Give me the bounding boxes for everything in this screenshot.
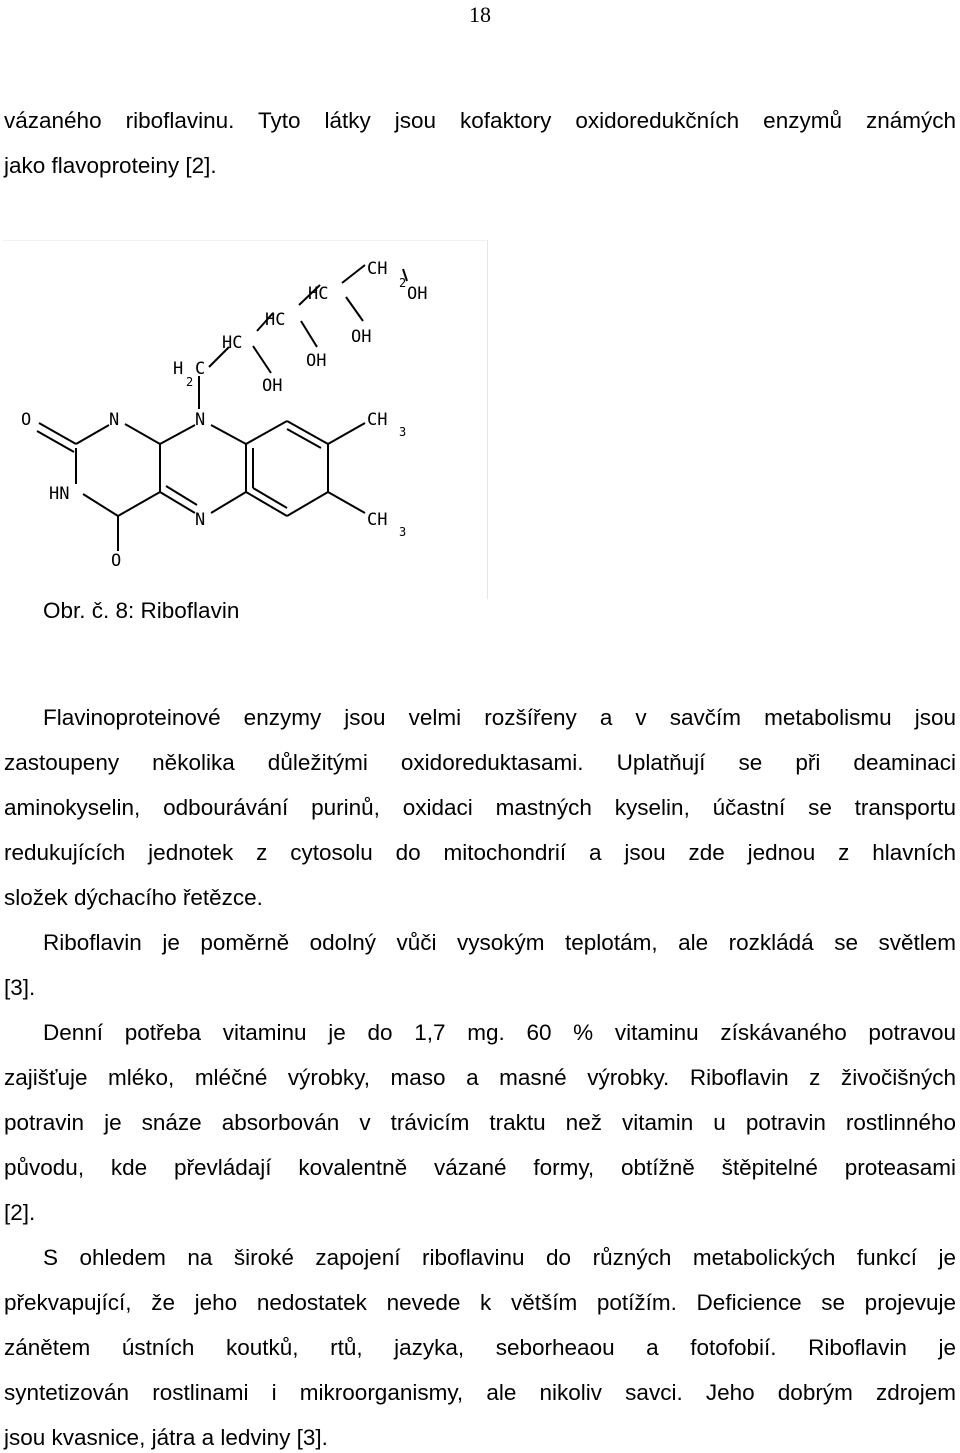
bond: [342, 265, 365, 283]
atom-h2c-c: C: [195, 359, 206, 379]
atom-oh-1: OH: [351, 327, 372, 347]
bond: [37, 431, 74, 452]
p4-line-5: jsou kvasnice, játra a ledviny [3].: [4, 1425, 328, 1450]
bond: [211, 492, 246, 513]
page-number: 18: [469, 2, 491, 27]
atom-hc-1: HC: [308, 284, 329, 304]
p1-line-2: zastoupeny několika důležitými oxidoreduktasami. Uplatňují se při deaminaci: [4, 750, 956, 775]
bond: [83, 494, 118, 516]
p4-line-2: překvapující, že jeho nedostatek nevede k větším potížím. Deficience se projevuje: [4, 1290, 956, 1315]
p4-line-1: S ohledem na široké zapojení riboflavinu do různých metabolických funkcí je: [43, 1245, 956, 1270]
p4-line-4: syntetizován rostlinami i mikroorganismy, ale nikoliv savci. Jeho dobrým zdrojem: [4, 1380, 956, 1405]
atom-oh-2: OH: [306, 351, 327, 371]
bond: [125, 424, 160, 444]
atom-ch2-top-sub: 2: [399, 276, 407, 290]
p1-line-5: složek dýchacího řetězce.: [4, 885, 263, 910]
atom-hc-2: HC: [265, 310, 286, 330]
atom-o-2: O: [111, 551, 122, 571]
bond: [166, 486, 197, 505]
bond: [328, 492, 365, 513]
atom-ch3-b-sub: 3: [399, 525, 407, 539]
atom-h2c-sub: 2: [186, 375, 194, 389]
bond: [211, 425, 246, 444]
atom-hc-3: HC: [222, 333, 243, 353]
bond: [246, 421, 287, 444]
bond: [118, 492, 160, 516]
intro-line-2: jako flavoproteiny [2].: [4, 153, 217, 178]
bond: [39, 423, 76, 444]
atom-ch2-top: CH: [367, 259, 388, 279]
p2-line-1: Riboflavin je poměrně odolný vůči vysokým teplotám, ale rozkládá se světlem: [43, 930, 956, 955]
figure-caption: Obr. č. 8: Riboflavin: [43, 598, 240, 623]
p1-line-3: aminokyselin, odbourávání purinů, oxidaci mastných kyselin, účastní se transportu: [4, 795, 956, 820]
bond: [287, 429, 321, 448]
atom-ch3-b: CH: [367, 510, 388, 530]
atom-ch3-a: CH: [367, 410, 388, 430]
atom-n-2: N: [195, 410, 206, 430]
bond: [301, 321, 317, 347]
atom-n-3: N: [195, 510, 206, 530]
p3-line-3: potravin je snáze absorbován v trávicím traktu než vitamin u potravin rostlinného: [4, 1110, 956, 1135]
atom-hn: HN: [49, 484, 70, 504]
bond: [160, 425, 195, 444]
p4-line-3: zánětem ústních koutků, rtů, jazyka, seborheaou a fotofobií. Riboflavin je: [4, 1335, 956, 1360]
p1-line-1: Flavinoproteinové enzymy jsou velmi rozšířeny a v savčím metabolismu jsou: [43, 705, 956, 730]
p3-line-5: [2].: [4, 1200, 36, 1225]
p3-line-2: zajišťuje mléko, mléčné výrobky, maso a masné výrobky. Riboflavin z živočišných: [4, 1065, 956, 1090]
atom-ch3-a-sub: 3: [399, 425, 407, 439]
p1-line-4: redukujících jednotek z cytosolu do mitochondrií a jsou zde jednou z hlavních: [4, 840, 956, 865]
p3-line-4: původu, kde převládají kovalentně vázané formy, obtížně štěpitelné proteasami: [4, 1155, 956, 1180]
intro-line-1: vázaného riboflavinu. Tyto látky jsou kofaktory oxidoredukčních enzymů známých: [4, 108, 956, 133]
bond: [76, 425, 109, 444]
atom-oh-top: OH: [407, 284, 428, 304]
atom-oh-3: OH: [262, 376, 283, 396]
bond: [160, 492, 195, 513]
bond: [287, 492, 328, 516]
p2-line-2: [3].: [4, 975, 36, 1000]
bond: [328, 423, 365, 444]
atom-h2c-h: H: [173, 359, 184, 379]
bond: [346, 297, 363, 321]
bond: [253, 346, 271, 373]
riboflavin-structure-svg: [3, 241, 487, 599]
p3-line-1: Denní potřeba vitaminu je do 1,7 mg. 60 % vitaminu získávaného potravou: [43, 1020, 956, 1045]
atom-o-1: O: [21, 410, 32, 430]
atom-n-1: N: [109, 410, 120, 430]
riboflavin-structure-figure: [3, 240, 488, 599]
